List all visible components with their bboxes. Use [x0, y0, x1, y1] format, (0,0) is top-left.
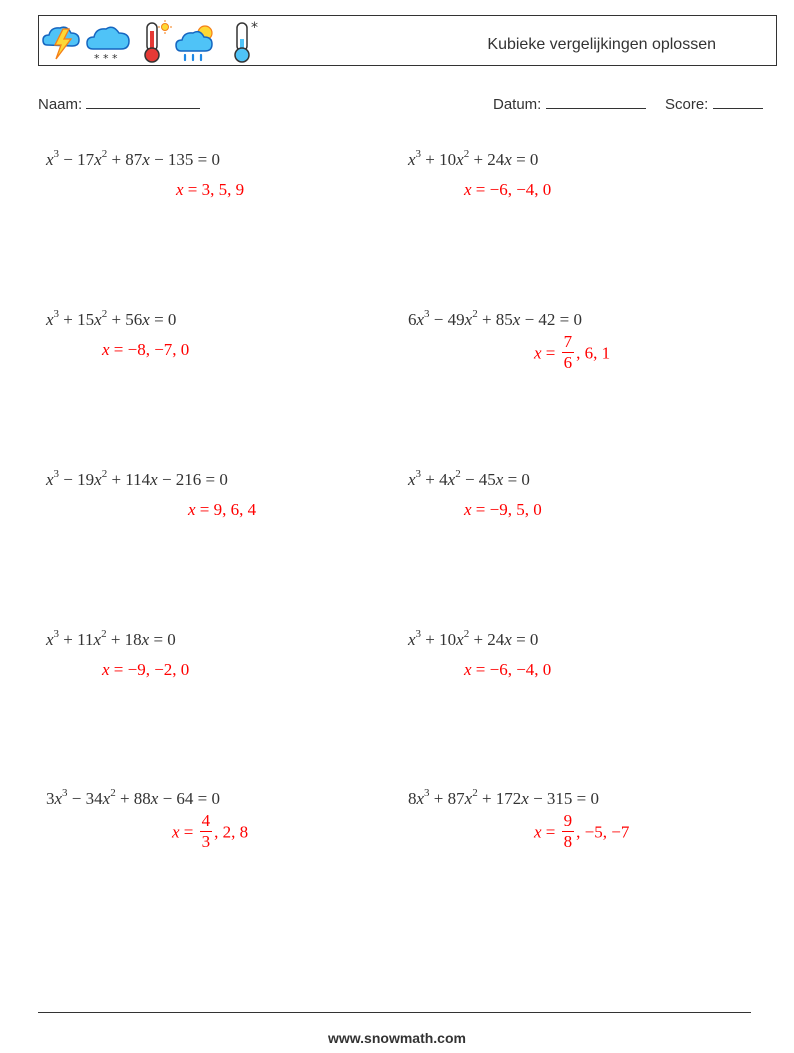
- answer-equals: =: [541, 343, 560, 363]
- variable: x: [464, 310, 473, 329]
- term-text: + 11: [59, 630, 94, 649]
- answer-equals: =: [541, 822, 560, 842]
- answer-values: = −6, −4, 0: [471, 660, 552, 679]
- exponent: 2: [472, 308, 478, 320]
- problem-equation: [408, 789, 599, 809]
- problem-answer: [464, 500, 542, 520]
- term-text: − 135 = 0: [149, 150, 221, 169]
- fraction-denominator: 8: [563, 832, 573, 851]
- variable: x: [46, 150, 54, 169]
- answer-values: = −9, 5, 0: [471, 500, 542, 519]
- answer-fraction: [562, 332, 575, 373]
- worksheet-title: Kubieke vergelijkingen oplossen: [487, 36, 716, 53]
- date-label: Datum:: [493, 96, 542, 113]
- problem-answer: [176, 180, 244, 200]
- problem-equation: [408, 310, 582, 330]
- snow-cloud-icon: [85, 19, 133, 65]
- problem-answer: [464, 660, 551, 680]
- answer-variable: x: [102, 340, 110, 359]
- score-blank: [713, 94, 763, 109]
- problem-answer: [464, 180, 551, 200]
- answer-fraction: [200, 811, 213, 852]
- variable: x: [102, 789, 111, 808]
- variable: x: [447, 470, 456, 489]
- exponent: 3: [53, 308, 60, 320]
- answer-variable: x: [188, 500, 196, 519]
- term-text: − 42 = 0: [520, 310, 583, 329]
- cold-thermometer-icon: [229, 19, 269, 65]
- answer-values: = 3, 5, 9: [183, 180, 245, 199]
- variable: x: [142, 150, 150, 169]
- exponent: 3: [53, 468, 60, 480]
- answer-variable: x: [464, 500, 472, 519]
- answer-values: , 6, 1: [576, 343, 611, 363]
- footer-website: www.snowmath.com: [328, 1030, 466, 1046]
- variable: x: [495, 470, 504, 489]
- coefficient: 3: [46, 789, 55, 808]
- storm-lightning-icon: [41, 19, 87, 65]
- exponent: 3: [415, 148, 422, 160]
- variable: x: [464, 789, 473, 808]
- answer-variable: x: [176, 180, 184, 199]
- answer-values: , 2, 8: [214, 822, 249, 842]
- variable: x: [150, 470, 158, 489]
- term-text: − 64 = 0: [158, 789, 221, 808]
- answer-values: , −5, −7: [576, 822, 630, 842]
- footer-divider: [38, 1012, 751, 1013]
- exponent: 3: [415, 628, 422, 640]
- variable: x: [94, 150, 102, 169]
- problem-equation: [46, 789, 220, 809]
- answer-equals: =: [179, 822, 198, 842]
- term-text: − 17: [59, 150, 95, 169]
- answer-variable: x: [464, 180, 472, 199]
- variable: x: [46, 470, 54, 489]
- term-text: = 0: [149, 310, 177, 329]
- term-text: + 88: [115, 789, 151, 808]
- term-text: + 10: [421, 150, 457, 169]
- variable: x: [416, 310, 425, 329]
- variable: x: [94, 310, 102, 329]
- date-blank: [546, 94, 646, 109]
- svg-text:*: *: [251, 20, 258, 36]
- variable: x: [504, 150, 512, 169]
- answer-values: = −8, −7, 0: [109, 340, 190, 359]
- name-blank: [86, 94, 200, 109]
- term-text: + 114: [107, 470, 151, 489]
- variable: x: [46, 310, 54, 329]
- exponent: 2: [463, 628, 470, 640]
- coefficient: 6: [408, 310, 417, 329]
- problem-answer: [172, 813, 248, 854]
- term-text: − 216 = 0: [157, 470, 228, 489]
- answer-fraction: [562, 811, 575, 852]
- variable: x: [150, 789, 159, 808]
- exponent: 2: [101, 468, 108, 480]
- name-label: Naam:: [38, 96, 83, 113]
- variable: x: [54, 789, 63, 808]
- problem-answer: [102, 660, 189, 680]
- term-text: + 15: [59, 310, 95, 329]
- variable: x: [456, 630, 464, 649]
- sun-rain-cloud-icon: [175, 19, 221, 65]
- term-text: − 34: [67, 789, 103, 808]
- coefficient: 8: [408, 789, 417, 808]
- exponent: 3: [424, 308, 430, 320]
- answer-values: = −6, −4, 0: [471, 180, 552, 199]
- answer-variable: x: [102, 660, 110, 679]
- problem-equation: [46, 310, 176, 330]
- answer-values: = −9, −2, 0: [109, 660, 190, 679]
- term-text: − 315 = 0: [528, 789, 600, 808]
- variable: x: [456, 150, 464, 169]
- term-text: − 19: [59, 470, 95, 489]
- fraction-numerator: 4: [201, 811, 211, 830]
- exponent: 3: [62, 787, 68, 799]
- term-text: + 87: [429, 789, 465, 808]
- variable: x: [512, 310, 521, 329]
- variable: x: [94, 470, 102, 489]
- term-text: − 45: [460, 470, 496, 489]
- term-text: + 172: [477, 789, 522, 808]
- hot-thermometer-icon: [139, 19, 173, 65]
- problem-equation: [408, 150, 538, 170]
- term-text: + 18: [106, 630, 142, 649]
- problem-equation: [46, 470, 228, 490]
- term-text: + 10: [421, 630, 457, 649]
- exponent: 3: [415, 468, 422, 480]
- variable: x: [142, 310, 150, 329]
- score-field: [665, 94, 763, 113]
- term-text: + 4: [421, 470, 448, 489]
- term-text: + 56: [107, 310, 143, 329]
- term-text: = 0: [511, 630, 539, 649]
- term-text: + 24: [469, 150, 505, 169]
- problem-answer: [534, 813, 629, 854]
- fraction-numerator: 7: [563, 332, 573, 351]
- exponent: 2: [455, 468, 461, 480]
- date-field: [493, 94, 646, 113]
- answer-variable: x: [534, 822, 542, 842]
- variable: x: [93, 630, 102, 649]
- variable: x: [416, 789, 425, 808]
- problem-answer: [534, 334, 610, 375]
- term-text: = 0: [149, 630, 176, 649]
- variable: x: [141, 630, 150, 649]
- term-text: = 0: [511, 150, 539, 169]
- answer-variable: x: [172, 822, 180, 842]
- answer-variable: x: [464, 660, 472, 679]
- name-field: [38, 94, 200, 113]
- exponent: 2: [110, 787, 116, 799]
- exponent: 3: [53, 148, 60, 160]
- fraction-denominator: 3: [201, 832, 211, 851]
- term-text: = 0: [503, 470, 530, 489]
- variable: x: [408, 150, 416, 169]
- exponent: 2: [472, 787, 478, 799]
- exponent: 2: [101, 148, 108, 160]
- exponent: 2: [101, 628, 107, 640]
- exponent: 3: [424, 787, 430, 799]
- variable: x: [504, 630, 512, 649]
- exponent: 3: [53, 628, 60, 640]
- score-label: Score:: [665, 96, 709, 113]
- term-text: − 49: [429, 310, 465, 329]
- problem-equation: [408, 630, 538, 650]
- header-box: [38, 15, 777, 66]
- fraction-numerator: 9: [563, 811, 573, 830]
- problem-answer: [188, 500, 256, 520]
- term-text: + 87: [107, 150, 143, 169]
- fraction-denominator: 6: [563, 353, 573, 372]
- variable: x: [408, 630, 416, 649]
- variable: x: [46, 630, 54, 649]
- variable: x: [521, 789, 529, 808]
- variable: x: [408, 470, 416, 489]
- term-text: + 24: [469, 630, 505, 649]
- answer-values: = 9, 6, 4: [195, 500, 257, 519]
- exponent: 2: [463, 148, 470, 160]
- answer-variable: x: [534, 343, 542, 363]
- exponent: 2: [101, 308, 108, 320]
- svg-text:* * *: * * *: [94, 52, 118, 65]
- problem-answer: [102, 340, 189, 360]
- problem-equation: [46, 150, 220, 170]
- problem-equation: [46, 630, 176, 650]
- term-text: + 85: [477, 310, 513, 329]
- problem-equation: [408, 470, 530, 490]
